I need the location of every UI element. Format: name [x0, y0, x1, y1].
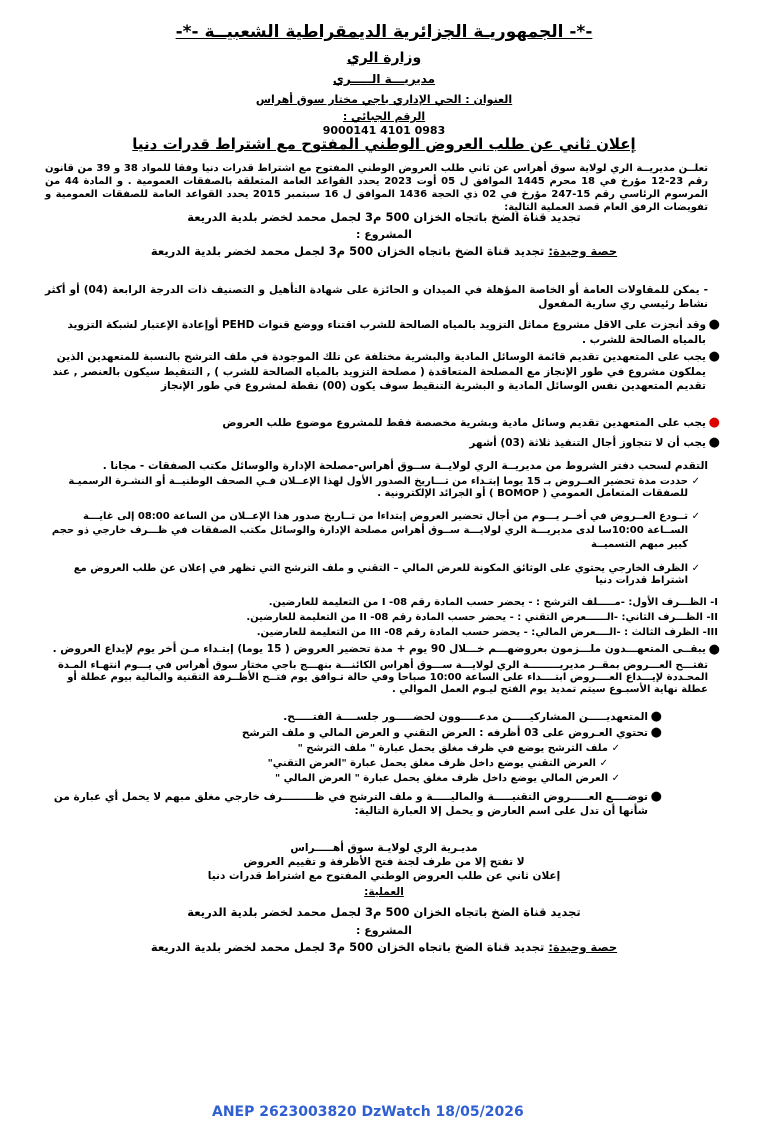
- tick-item: [45, 773, 620, 785]
- invite-item: [50, 709, 662, 725]
- bullet-icon: ●: [708, 435, 720, 450]
- check-icon: ✓: [691, 476, 700, 487]
- republic-heading: -*- الجمهوريـة الجزائرية الديمقراطية الشعبيــة -*-: [175, 22, 593, 42]
- label-lot-text: تجديد قناة الضخ باتجاه الخزان 500 م3 لجمل محمد لخضر بلدية الدريعة: [150, 940, 545, 954]
- eligibility-item: [50, 435, 720, 451]
- intro-paragraph: تعلــن مديريــة الري لولاية سوق أهراس عن ثاني طلب العروض الوطني المفتوح مع اشتراط قدرات دنيا وفقا للمواد 38 و 39 من قانون رقم 23-12 مؤرخ في 18 محرم 1445 الموافق ل 05 أوت 2023 يحدد القواعد العامة المتعلقة بالصفقات العمومية . و المادة 44 من المرسوم الرئاسي رقم 15-247 مؤرخ في 02 ذي الحجة 1436 الموافق ل 16 سبتمبر 2015 يحدد القواعد العامة للصفقات العمومية و تفويضات الرفق العام قصد العملية التالية:: [45, 163, 709, 213]
- withdrawal-line: التقدم لسحب دفتر الشروط من مديريــة الري لولايــة ســوق أهراس-مصلحة الإدارة والوسائل مكتب الصفقات - مجانا .: [102, 460, 708, 472]
- placement-item: [50, 789, 662, 818]
- lot-text: تجديد قناة الضخ باتجاه الخزان 500 م3 لجمل محمد لخضر بلدية الدريعة: [150, 244, 545, 258]
- address-text: العنوان : الحي الإداري باجي مختار سوق أهراس: [255, 93, 513, 106]
- tick-item: [45, 510, 700, 552]
- lot-line: [40, 244, 728, 258]
- bullet-icon: ●: [650, 725, 662, 740]
- tick-text: حددت مدة تحضير العــروض بـ 15 يوما إبتـداء من تـــاريخ الصدور الأول لهذا الإعــلان فـي الصحف الوطنيــة أو النشـرة الرسميـة للصفقات المتعامل العمومي ( BOMOP ) أو الجرائد الإلكترونية .: [68, 476, 688, 499]
- label-operation: تجديد قناة الضخ باتجاه الخزان 500 م3 لجمل محمد لخضر بلدية الدريعة: [187, 905, 581, 919]
- tick-text: العرض التقني يوضع داخل ظرف مغلق يحمل عبارة "العرض التقني": [267, 758, 596, 769]
- eligibility-intro: - يمكن للمقاولات العامة أو الخاصة المؤهلة في الميدان و الحائزة على شهادة التأهيل و التصنيف ذات الدرجة الرابعة (04) أو أكثر نشاط رئيسي ري سارية المفعول: [45, 284, 708, 310]
- check-icon: ✓: [599, 758, 608, 769]
- label-lot-label: حصة وحيدة:: [548, 940, 618, 954]
- tax-number: 0983 4101 9000141: [322, 124, 446, 137]
- tick-item: [45, 758, 608, 770]
- footer-reference: ANEP 2623003820 DzWatch 18/05/2026: [212, 1104, 524, 1120]
- envelope-one: I- الظـــرف الأول: -مـــــلف الترشح : - يحضر حسب المادة رقم 08- I من التعليمة للعارضين.: [268, 597, 718, 608]
- label-project: المشروع :: [356, 924, 412, 937]
- eligibility-item: [50, 317, 720, 347]
- bullet-icon: ●: [708, 349, 720, 364]
- validity-text: يبقــى المتعهـــدون ملـــزمون بعروضهـــم خـــلال 90 يوم + مدة تحضير العروض ( 15 يوما) إبتـداء مـن أخر يوم لإيداع العروض .: [52, 643, 706, 655]
- eligibility-text: وقد أنجزت على الاقل مشروع مماثل التزويد بالمياه الصالحة للشرب اقتناء ووضع قنوات PEHD أوإعادة الإعتبار لشبكة التزويد بالمياه الصالحة للشرب .: [67, 319, 706, 346]
- label-lot-line: [40, 940, 728, 954]
- label-directorate: مديـرية الري لولايـة سوق أهـــــراس: [290, 842, 478, 854]
- contents-item: [50, 725, 662, 741]
- tick-text: ملف الترشح يوضع في ظرف مغلق يحمل عبارة " ملف الترشح ": [297, 743, 608, 754]
- bullet-icon: ●: [650, 789, 662, 804]
- tax-line: [60, 110, 708, 123]
- bullet-icon: ●: [708, 642, 720, 657]
- directorate-heading: مديريـــة الـــــري: [332, 72, 436, 86]
- project-label: المشروع :: [356, 228, 412, 241]
- placement-text: توضــــع العـــــروض التقنيـــــة والماليـــــة و ملف الترشح في ظـــــــــرف خارجي مغلق مبهم لا يحمل أي عبارة من شأنها أن تدل على اسم العارض و يحمل إلا العبارة التالية:: [53, 791, 648, 817]
- announcement-title: إعلان ثاني عن طلب العروض الوطني المفتوح مع اشتراط قدرات دنيا: [132, 135, 636, 153]
- ministry-heading: وزارة الري: [346, 50, 422, 66]
- bullet-icon: ●: [708, 415, 720, 430]
- envelope-two: II- الظـــرف الثاني: -الــــــعرض التقني : - يحضر حسب المادة رقم 08- II من التعليمة للعارضين.: [246, 612, 718, 623]
- tick-text: الظرف الخارجي يحتوي على الوثائق المكونة للعرض المالي – التقني و ملف الترشح التي تظهر في إعلان عن طلب العروض مع اشتراط قدرات دنيا: [73, 563, 688, 586]
- check-icon: ✓: [691, 511, 700, 522]
- check-icon: ✓: [611, 743, 620, 754]
- tick-item: [45, 743, 620, 755]
- tick-item: [45, 563, 700, 587]
- eligibility-text: يجب على المتعهدين تقديم قائمة الوسائل المادية والبشرية مختلفة عن تلك الموجودة في ملف الترشح بالنسبة للمتعهدين الذين يملكون مشروع في طور الإنجاز مع المصلحة المتعاقدة ( مصلحة التزويد بالمياه الصالحة للشرب ) , التنقيط سيكون بالعنصر , عند تقديم المتعهدين نفس الوسائل المادية و البشرية التنقيط سوف يكون (00) نقطة لمشروع في طور الإنجاز: [52, 351, 706, 392]
- tick-text: العرض المالي يوضع داخل ظرف مغلق يحمل عبارة " العرض المالي ": [274, 773, 608, 784]
- check-icon: ✓: [611, 773, 620, 784]
- label-announcement: إعلان ثاني عن طلب العروض الوطني المفتوح مع اشتراط قدرات دنيا: [207, 870, 561, 882]
- envelope-three: III- الظرف الثالث : -الــــعرض المالي: - يحضر حسب المادة رقم 08- III من التعليمة للعارضين.: [256, 627, 718, 638]
- invite-text: المتعهديـــــن المشاركيـــــن مدعـــــوون لحضـــــور جلســــة الفتـــــح.: [283, 711, 648, 723]
- check-icon: ✓: [691, 563, 700, 574]
- operation-line: تجديد قناة الضخ باتجاه الخزان 500 م3 لجمل محمد لخضر بلدية الدريعة: [187, 210, 581, 224]
- validity-item: [50, 642, 720, 657]
- tick-text: تــودع العــروض في أخــر يـــوم من أجال تحضير العروض إبتداءا من تــاريخ صدور هذا الإعــلان من الساعة 08:00 إلى غايـــة الســاعة 10:00سا لدى مديريـــة الري لولايـــة ســوق أهراس مصلحة الإدارة والوسائل مكتب الصفقات في ظـــرف خارجي ذو حجم كبير مبهم التسميــة: [51, 511, 688, 550]
- eligibility-item: [50, 415, 720, 431]
- label-operation-title: العملية:: [364, 886, 404, 898]
- bullet-icon: ●: [708, 317, 720, 332]
- tick-item: [45, 476, 700, 500]
- label-warning: لا تفتح إلا من طرف لجنة فتح الأظرفة و تقييم العروض: [243, 856, 525, 868]
- opening-paragraph: تفتـــح العـــروض بمقــر مديريـــــــــة الري لولايـــة ســـوق أهراس الكائنـــة بنهـــج باجي مختار سوق أهراس في يـــوم انتهـاء المـدة المحـددة لإيـــداع العــــروض ابتــــداء على الساعة 10:00 صباحا وفي حالة تـوافق يوم فتــح الأظــرفة التقنية والمالية بيوم عطلة أو عطلة نهاية الأسبـوع سيتم تمديد يوم الفتح ليـوم العمل الموالي .: [58, 660, 708, 695]
- tax-label: الرقم الجبائي :: [342, 110, 426, 123]
- eligibility-text: يجب أن لا تتجاوز أجال التنفيذ ثلاثة (03) أشهر: [469, 437, 706, 449]
- address-line: [60, 93, 708, 106]
- eligibility-text: يجب على المتعهدين تقديم وسائل مادية وبشرية مخصصة فقط للمشروع موضوع طلب العروض: [222, 417, 706, 429]
- contents-text: تحتوي العـروض على 03 أظرفه : العرض التقني و العرض المالي و ملف الترشح: [241, 727, 648, 739]
- eligibility-item: [50, 349, 720, 394]
- bullet-icon: ●: [650, 709, 662, 724]
- lot-label: حصة وحيدة:: [548, 244, 618, 258]
